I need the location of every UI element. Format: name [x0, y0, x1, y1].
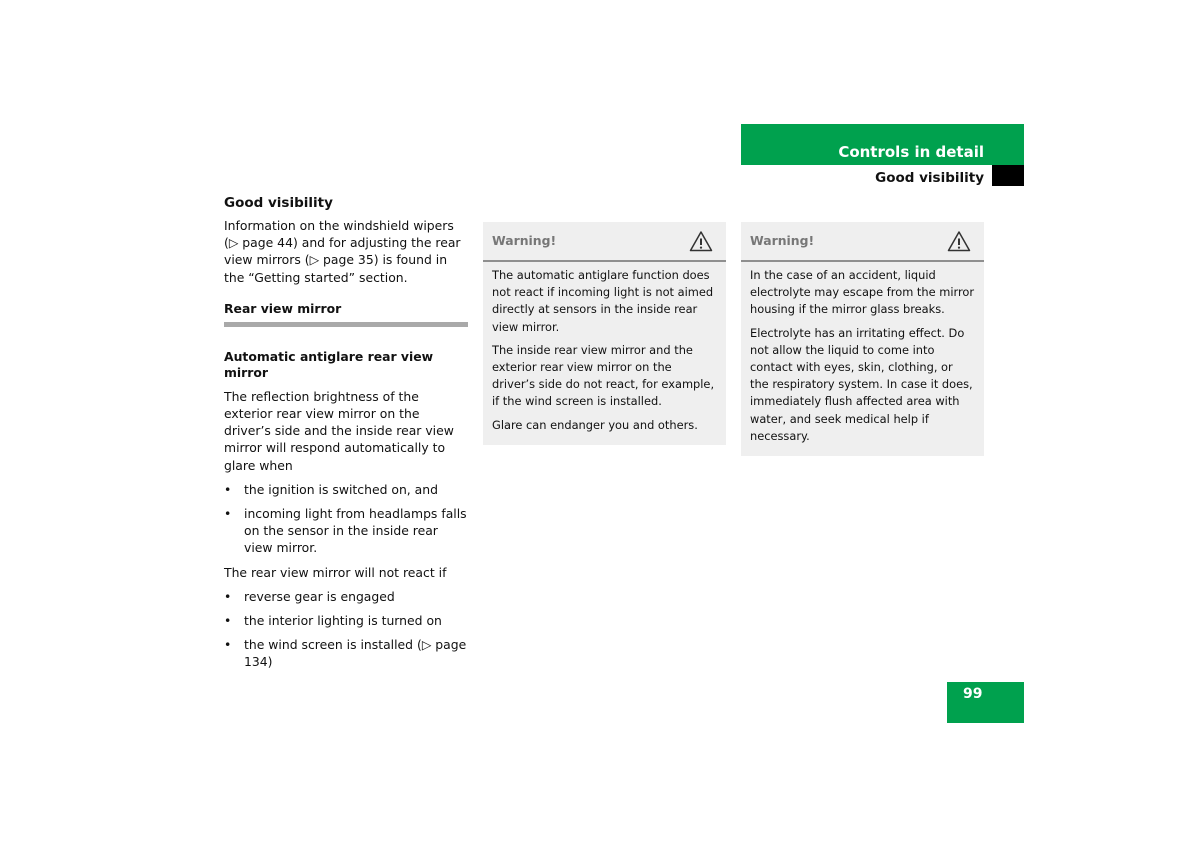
bullet-list [224, 588, 468, 671]
subsection-title: Rear view mirror [224, 301, 468, 327]
chapter-header-bar [741, 124, 1024, 165]
bullet-icon: • [224, 637, 232, 653]
chapter-title: Controls in detail [838, 143, 984, 161]
warning-label: Warning! [492, 233, 557, 248]
warning-box [483, 222, 726, 445]
warning-triangle-icon [947, 230, 971, 252]
list-item-text: incoming light from headlamps falls on the sensor in the inside rear view mirror. [244, 506, 467, 556]
list-item-text: the wind screen is installed (▷ page 134) [244, 637, 467, 670]
list-item [224, 636, 468, 670]
main-column [224, 193, 468, 678]
page-number-box [947, 682, 1024, 723]
bullet-icon: • [224, 613, 232, 629]
warning-body [741, 262, 984, 456]
bullet-icon: • [224, 481, 232, 497]
warning-paragraph: Electrolyte has an irritating effect. Do not allow the liquid to come into contact with eyes, skin, clothing, or the respiratory system. In case it does, immediately flush affected area with water, and seek medical help if necessary. [750, 325, 973, 443]
bullet-icon: • [224, 588, 232, 604]
warning-header [483, 222, 726, 262]
warning-paragraph: The automatic antiglare function does not react if incoming light is not aimed directly at sensors in the inside rear view mirror. [492, 268, 714, 334]
warning-box [741, 222, 984, 456]
section-title: Good visibility [224, 195, 333, 211]
body-paragraph: The reflection brightness of the exterior rear view mirror on the driver’s side and the inside rear view mirror will respond automatically to glare when [224, 388, 454, 473]
warning-paragraph: The inside rear view mirror and the exterior rear view mirror on the driver’s side do not react, for example, if the wind screen is installed. [492, 342, 715, 409]
warning-paragraph: Glare can endanger you and others. [492, 417, 698, 432]
section-header-title: Good visibility [875, 170, 984, 186]
list-item-text: reverse gear is engaged [244, 588, 395, 604]
list-item-text: the interior lighting is turned on [244, 613, 442, 629]
list-item-text: the ignition is switched on, and [244, 481, 438, 497]
warning-paragraph: In the case of an accident, liquid electrolyte may escape from the mirror housing if the mirror glass breaks. [750, 268, 975, 317]
list-item [224, 481, 468, 498]
section-header-marker [992, 165, 1024, 186]
page-number: 99 [963, 686, 983, 702]
subsubsection-title: Automatic antiglare rear view mirror [224, 348, 434, 380]
bullet-list [224, 481, 468, 557]
warning-triangle-icon [689, 230, 713, 252]
bullet-icon: • [224, 506, 232, 522]
intro-paragraph: Information on the windshield wipers (▷ page 44) and for adjusting the rear view mirrors (▷ page 35) is found in the “Getting started” section. [224, 218, 461, 285]
list-item [224, 612, 468, 629]
list-item [224, 505, 468, 557]
warning-label: Warning! [750, 233, 815, 248]
body-paragraph: The rear view mirror will not react if [224, 564, 447, 580]
warning-header [741, 222, 984, 262]
list-item [224, 588, 468, 605]
warning-body [483, 262, 726, 445]
